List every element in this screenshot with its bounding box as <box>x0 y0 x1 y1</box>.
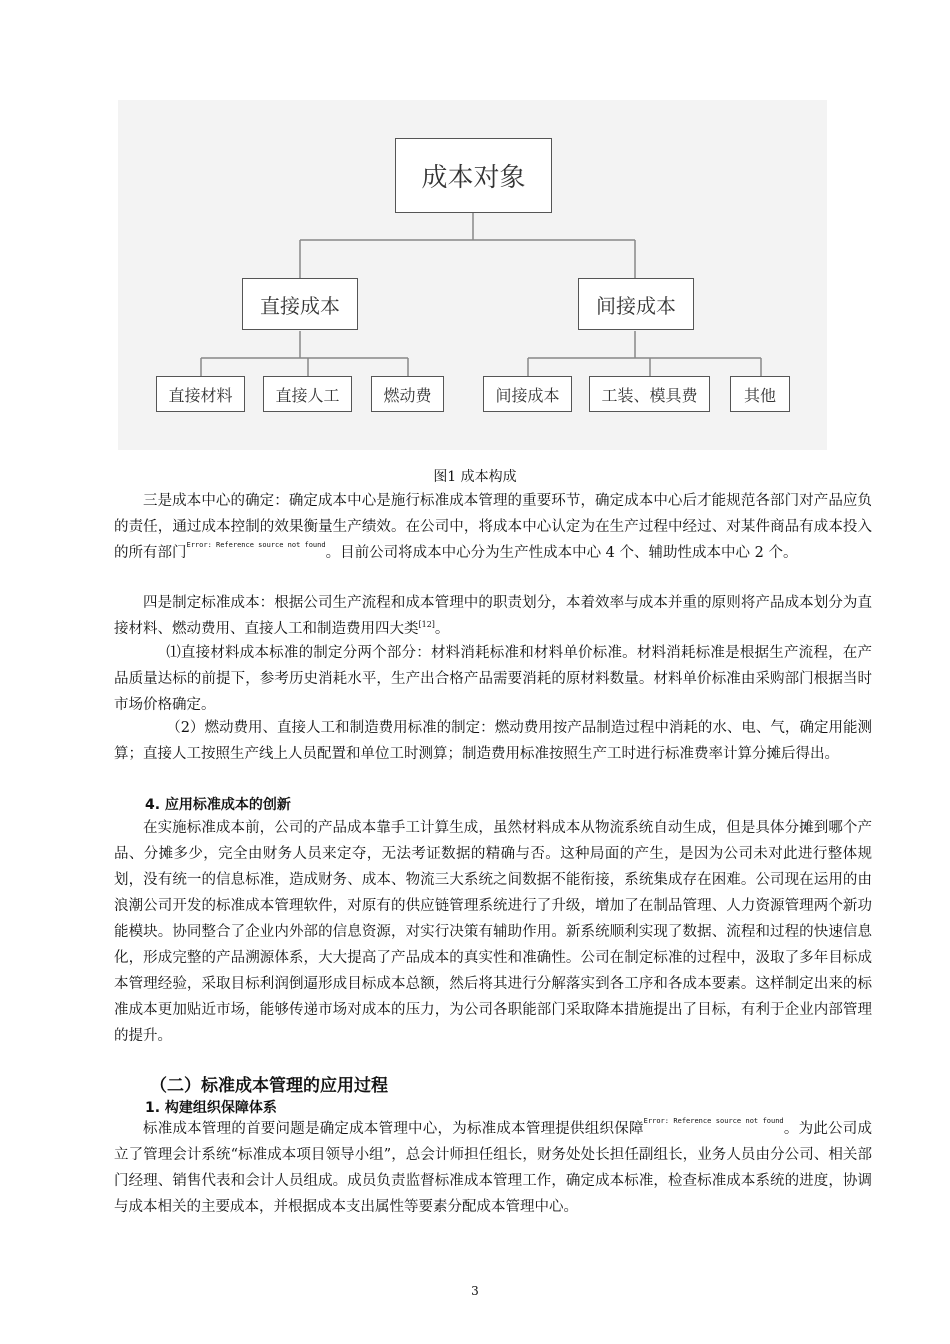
paragraph-organization: 标准成本管理的首要问题是确定成本管理中心，为标准成本管理提供组织保障$^{Error: Reference source not found}$。为此公司成立了管理会计系统“标准成本项目领导小组”，总会计师担任组长，财务处处长担任副组长，业务人员由分公司、相关部门经理、销售代表和会计人员组成。成员负责监督标准成本管理工作，确定成本标准，检查标准成本系统的进度，协调与成本相关的主要成本，并根据成本支出属性等要素分配成本管理中心。 <box>114 1117 873 1215</box>
paragraph-innovation: 在实施标准成本前，公司的产品成本靠手工计算生成，虽然材料成本从物流系统自动生成，但是具体分摊到哪个产品、分摊多少，完全由财务人员来定夺，无法考证数据的精确与否。这种局面的产生，是因为公司未对此进行整体规划，没有统一的信息标准，造成财务、成本、物流三大系统之间数据不能衔接，系统集成存在困难。公司现在运用的由浪潮公司开发的标准成本管理软件，对原有的供应链管理系统进行了升级，增加了在制品管理、人力资源管理两个新功能模块。协同整合了企业内外部的信息资源，对实行决策有辅助作用。新系统顺利实现了数据、流程和过程的快速信息化，形成完整的产品溯源体系，大大提高了产品成本的真实性和准确性。公司在制定标准的过程中，汲取了多年目标成本管理经验，采取目标利润倒逼形成目标成本总额，然后将其进行分解落实到各工序和各成本要素。这样制定出来的标准成本更加贴近市场，能够传递市场对成本的压力，为公司各职能部门采取降本措施提出了目标，有利于企业内部管理的提升。 <box>114 820 872 1044</box>
figure-caption: 图1 成本构成 <box>433 469 517 485</box>
leaf-node <box>263 376 352 412</box>
paragraph-standard-cost: 四是制定标准成本：根据公司生产流程和成本管理中的职责划分，本着效率与成本并重的原则将产品成本划分为直接材料、燃动费用、直接人工和制造费用四大类[12]。 <box>114 595 872 637</box>
root-node-label: 成本对象 <box>421 163 526 193</box>
direct-cost-label: 直接成本 <box>260 293 340 318</box>
direct-cost-node <box>242 278 358 330</box>
paragraph-cost-center: 三是成本中心的确定：确定成本中心是施行标准成本管理的重要环节，确定成本中心后才能规范各部门对产品应负的责任，通过成本控制的效果衡量生产绩效。在公司中，将成本中心认定为在生产过程中经过、对某件商品有成本投入的所有部门$^{Error: Reference source not found}$。目前公司将成本中心分为生产性成本中心 4 个、辅助性成本中心 2 个。 <box>114 493 872 561</box>
page-number: 3 <box>471 1284 479 1298</box>
indirect-cost-node <box>578 278 694 330</box>
leaf-node-label: 工装、模具费 <box>601 385 698 405</box>
leaf-node-label: 燃动费 <box>383 385 432 405</box>
leaf-node <box>483 376 572 412</box>
paragraph-fuel-labor-standard: （2）燃动费用、直接人工和制造费用标准的制定：燃动费用按产品制造过程中消耗的水、电、气，确定用能测算；直接人工按照生产线上人员配置和单位工时测算；制造费用标准按照生产工时进行标准费率计算分摊后得出。 <box>114 720 872 762</box>
leaf-node-label: 直接材料 <box>168 385 233 405</box>
indirect-cost-label: 间接成本 <box>596 293 676 318</box>
section-heading: （二）标准成本管理的应用过程 <box>150 1076 388 1096</box>
leaf-node-label: 直接人工 <box>275 385 340 405</box>
reference-error: Error: Reference source not found <box>186 541 326 549</box>
leaf-node-label: 其他 <box>743 385 776 405</box>
leaf-node-label: 间接成本 <box>495 385 560 405</box>
cost-structure-figure <box>118 100 827 450</box>
citation: [12] <box>418 620 435 630</box>
heading-organization: 1. 构建组织保障体系 <box>145 1100 277 1116</box>
leaf-node <box>730 376 790 412</box>
leaf-node <box>371 376 444 412</box>
heading-innovation: 4. 应用标准成本的创新 <box>145 797 291 813</box>
paragraph-material-standard: ⑴直接材料成本标准的制定分两个部分：材料消耗标准和材料单价标准。材料消耗标准是根据生产流程，在产品质量达标的前提下，参考历史消耗水平，生产出合格产品需要消耗的原材料数量。材料单价标准由采购部门根据当时市场价格确定。 <box>114 645 872 713</box>
root-node <box>395 138 552 213</box>
leaf-node <box>156 376 245 412</box>
leaf-node <box>589 376 710 412</box>
reference-error: Error: Reference source not found <box>643 1117 784 1125</box>
